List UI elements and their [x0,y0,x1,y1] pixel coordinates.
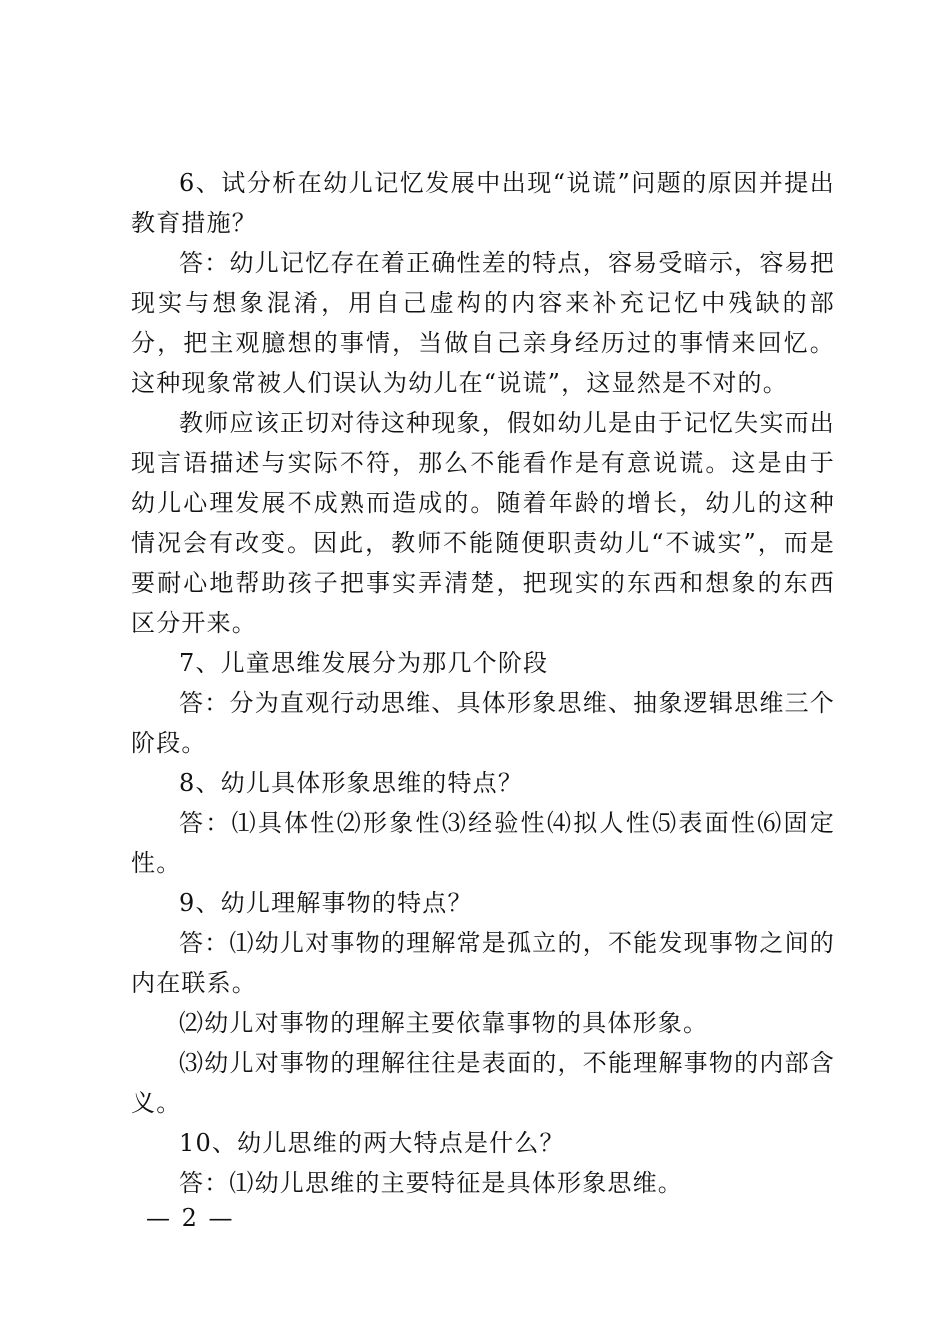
question-6: 6、试分析在幼儿记忆发展中出现“说谎”问题的原因并提出教育措施？ [131,169,835,237]
question-8: 8、幼儿具体形象思维的特点？ [179,769,524,797]
answer-6-part-1: 答：幼儿记忆存在着正确性差的特点，容易受暗示，容易把现实与想象混淆，用自己虚构的内容来补充记忆中残缺的部分，把主观臆想的事情，当做自己亲身经历过的事情来回忆。这种现象常被人们误认为幼儿在“说谎”，这显然是不对的。 [131,249,835,397]
answer-8: 答：⑴具体性⑵形象性⑶经验性⑷拟人性⑸表面性⑹固定性。 [131,809,835,877]
question-10: 10、幼儿思维的两大特点是什么？ [179,1129,565,1157]
question-9: 9、幼儿理解事物的特点？ [179,889,473,917]
page-number: — 2 — [146,1204,235,1232]
answer-9-item-3: ⑶幼儿对事物的理解往往是表面的，不能理解事物的内部含义。 [131,1049,835,1117]
document-body [131,163,835,1203]
answer-9-item-1: 答：⑴幼儿对事物的理解常是孤立的，不能发现事物之间的内在联系。 [131,929,835,997]
answer-9-item-2: ⑵幼儿对事物的理解主要依靠事物的具体形象。 [179,1009,709,1037]
answer-6-part-2: 教师应该正切对待这种现象，假如幼儿是由于记忆失实而出现言语描述与实际不符，那么不能看作是有意说谎。这是由于幼儿心理发展不成熟而造成的。随着年龄的增长，幼儿的这种情况会有改变。因此，教师不能随便职责幼儿“不诚实”，而是要耐心地帮助孩子把事实弄清楚，把现实的东西和想象的东西区分开来。 [131,409,835,637]
question-7: 7、儿童思维发展分为那几个阶段 [179,649,549,677]
answer-10-item-1: 答：⑴幼儿思维的主要特征是具体形象思维。 [179,1169,683,1197]
answer-7: 答：分为直观行动思维、具体形象思维、抽象逻辑思维三个阶段。 [131,689,835,757]
